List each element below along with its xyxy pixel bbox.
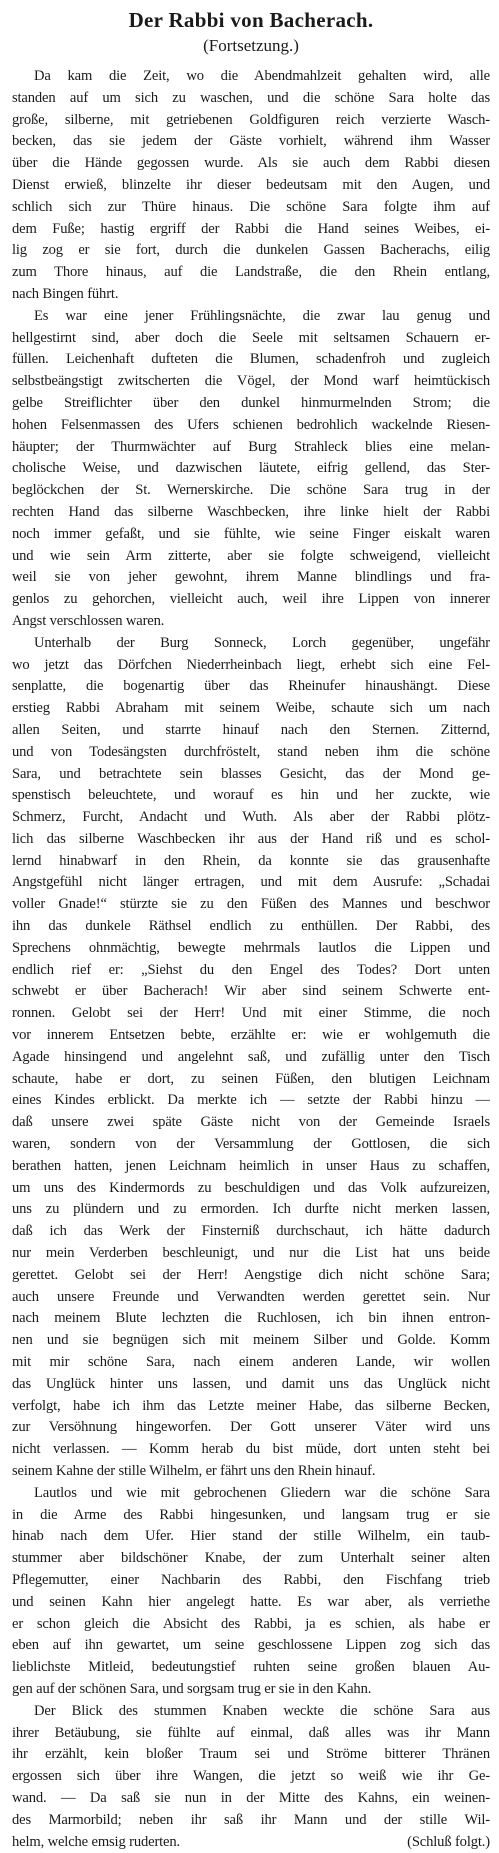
text-line: Da kam die Zeit, wo die Abendmahlzeit gehalten wird, alle (34, 68, 490, 84)
text-line: zum Thore hinaus, auf die Landstraße, die den Rhein entlang, (12, 264, 490, 281)
text-line: ergossen sich über ihre Wangen, die jetzt so weiß wie ihr Ge- (12, 1768, 490, 1785)
text-line: weil sie von jeher gewohnt, ihrem Manne blindlings und fra- (12, 569, 490, 586)
text-line: füllen. Leichenhaft dufteten die Blumen, schadenfroh und zugleich (12, 351, 490, 368)
text-line: zur Versöhnung hingeworfen. Der Gott unserer Väter wird uns (12, 1419, 490, 1436)
text-line: eines Kindes erblickt. Da merkte ich — setzte der Rabbi hinzu — (12, 1092, 490, 1109)
text-line: über die Hände gegossen wurde. Als sie auch dem Rabbi diesen (12, 155, 490, 172)
text-line: cholische Weise, und dazwischen läutete, eifrig gellend, das Ster- (12, 460, 490, 477)
text-line: dem Fuße; hastig ergriff der Rabbi die Hand seines Weibes, ei- (12, 220, 490, 237)
text-line: und von Todesängsten durchfröstelt, stand neben ihm die schöne (12, 743, 490, 760)
text-line: er schon gleich die Absicht des Rabbi, ja es schien, als habe er (12, 1615, 490, 1632)
text-line: lich das silberne Waschbecken ihr aus der Hand riß und es schol- (12, 830, 490, 847)
article-paragraph (12, 1483, 490, 1701)
text-line: Sprechens ohnmächtig, bewegte mehrmals lautlos die Lippen und (12, 939, 490, 956)
text-line: Der Blick des stummen Knaben weckte die schöne Sara aus (34, 1702, 490, 1719)
text-line: nicht verlassen. — Komm herab du bist müde, dort unten steht bei (12, 1441, 490, 1458)
text-line: häupter; der Thurmwächter auf Burg Strahleck blies eine melan- (12, 438, 490, 455)
text-line: um uns des Kindermords zu beschuldigen und das Volk aufzureizen, (12, 1179, 490, 1196)
article-subtitle: (Fortsetzung.) (203, 36, 299, 55)
text-line: Agade hinsingend und angelehnt saß, und zufällig unter den Tisch (12, 1048, 490, 1065)
text-line: ihn das dunkele Räthsel endlich zu enthüllen. Der Rabbi, des (12, 918, 490, 935)
text-line: daß unsere zwei späte Gäste nicht von der Gemeinde Israels (12, 1114, 490, 1131)
text-line: selbstbeängstigt zwitscherten die Vögel, der Mond warf heimtückisch (12, 373, 490, 390)
text-line: uns zu plündern und zu ermorden. Ich durfte nicht merken lassen, (12, 1201, 490, 1218)
text-line: nen und sie begnügen sich mit meinem Silber und Golde. Komm (12, 1332, 490, 1349)
text-line: spenstisch beleuchtete, und worauf es hin und her zuckte, wie (12, 787, 490, 804)
text-line: mit mir schöne Sara, nach einem anderen Lande, wir wollen (12, 1354, 490, 1371)
article-paragraph (12, 1701, 490, 1853)
text-line: eben auf ihn gewartet, um seine geschlossene Lippen zog sich das (12, 1637, 490, 1654)
text-line: nach Bingen führt. (12, 285, 119, 302)
text-line: becken, das sie jedem der Gäste vorhielt, während ihm Wasser (12, 133, 490, 150)
text-line: ronnen. Gelobt sei der Herr! Und mit einer Stimme, die noch (12, 1005, 490, 1022)
text-line: das Unglück hinter uns lassen, und damit uns das Unglück nicht (12, 1375, 490, 1392)
text-line: hohen Felsenmassen des Ufers schienen bedrohlich wackelnde Riesen- (12, 416, 490, 433)
text-line: voller Gnade!“ stürzte sie zu den Füßen des Mannes und beschwor (12, 896, 490, 913)
text-line: allen Seiten, und starrte hinauf nach den Sternen. Zitternd, (12, 721, 490, 738)
text-line: schlich sich zur Thüre hinaus. Die schöne Sara folgte ihm auf (12, 198, 490, 215)
text-line: nur mein Verderben beschleunigt, und nur die List hat uns beide (12, 1245, 490, 1262)
text-line: Angst verschlossen waren. (12, 612, 165, 629)
text-line: wand. — Da saß sie nun in der Mitte des Kahns, ein weinen- (12, 1789, 490, 1806)
text-line: lernd hinabwarf in den Rhein, da konnte sie das grausenhafte (12, 852, 490, 869)
text-line: erstieg Rabbi Abraham mit seinem Weibe, schaute sich um nach (12, 700, 490, 717)
text-line: nach meinem Blute lechzten die Ruchlosen, ich bin ihnen entron- (12, 1310, 490, 1327)
text-line: schwebt er über Bacherach! Wir aber sind seinem Schwerte ent- (12, 983, 490, 1000)
text-line: noch immer gefaßt, und sie fühlte, wie seine Finger eiskalt waren (12, 525, 490, 542)
text-line: Schmerz, Furcht, Andacht und Wuth. Als aber der Rabbi plötz- (12, 809, 490, 826)
text-line: vor innerem Entsetzen bebte, erzählte er: wie er wohlgemuth die (12, 1027, 490, 1044)
text-line: und seinen Kahn hier angelegt hatte. Es war aber, als verriethe (12, 1593, 490, 1610)
text-line: stummer aber bildschöner Knabe, der zum Unterhalt seiner alten (12, 1550, 490, 1567)
text-line: große, silberne, mit getriebenen Goldfiguren reich verzierte Wasch- (12, 111, 490, 128)
text-line: hellgestirnt sind, aber doch die Seele mit seltsamen Schauern er- (12, 329, 490, 346)
text-line: endlich rief er: „Siehst du den Engel des Todes? Dort unten (12, 961, 490, 978)
text-line: verfolgt, habe ich ihm das Letzte meiner Habe, das silberne Becken, (12, 1397, 490, 1414)
article-body (12, 66, 490, 1853)
text-line: Unterhalb der Burg Sonneck, Lorch gegenüber, ungefähr (34, 634, 490, 651)
article-paragraph (12, 66, 490, 306)
text-line: Sara, und betrachtete sein blasses Gesicht, das der Mond ge- (12, 765, 490, 782)
text-line: und wie sein Arm zitterte, aber sie folgte schweigend, vielleicht (12, 547, 490, 564)
text-line: waren, sondern von der Versammlung der Gottlosen, die sich (12, 1136, 490, 1153)
text-line: in die Arme des Rabbi hingesunken, und langsam trug er sie (12, 1506, 490, 1523)
text-line: berathen hatten, jenen Leichnam heimlich in unser Haus zu schaffen, (12, 1157, 490, 1174)
text-line: auch unsere Freunde und Verwandten werden gerettet sein. Nur (12, 1288, 490, 1305)
text-line: daß ich das Werk der Finsterniß durchschaut, ich hätte dadurch (12, 1223, 490, 1240)
text-line: senplatte, die bogenartig über das Rheinufer hinaushängt. Diese (12, 678, 490, 695)
text-line: wo jetzt das Dörfchen Niederrheinbach liegt, erhebt sich eine Fel- (12, 656, 490, 673)
article-title: Der Rabbi von Bacherach. (128, 8, 374, 32)
text-line: gerettet. Gelobt sei der Herr! Aengstige dich nicht schöne Sara; (12, 1266, 490, 1283)
text-line: gelbe Streiflichter über den dunkel hinmurmelnden Strom; die (12, 394, 490, 411)
continuation-note: (Schluß folgt.) (407, 1833, 490, 1850)
text-line: schaute, habe er dort, zu seinen Füßen, den blutigen Leichnam (12, 1070, 490, 1087)
text-line: Es war eine jener Frühlingsnächte, die zwar lau genug und (34, 307, 490, 324)
text-line: lieblichste Mitleid, bedeutungstief ruhten seine großen blauen Au- (12, 1659, 490, 1676)
text-line: hinab nach dem Ufer. Hier stand der stille Wilhelm, ein taub- (12, 1528, 490, 1545)
text-line: Angstgefühl nicht länger ertragen, und mit dem Ausrufe: „Schadai (12, 874, 490, 891)
text-line: beglöckchen der St. Wernerskirche. Die schöne Sara trug in der (12, 482, 490, 499)
text-line: rechten Hand das silberne Waschbecken, ihre linke hielt der Rabbi (12, 503, 490, 520)
text-line: helm, welche emsig ruderten. (12, 1833, 181, 1850)
text-line: standen auf um sich zu waschen, und die schöne Sara holte das (12, 89, 490, 106)
text-line: gen auf der schönen Sara, und sorgsam trug er sie in den Kahn. (12, 1680, 372, 1697)
text-line: seinem Kahne der stille Wilhelm, er fährt uns den Rhein hinauf. (12, 1463, 376, 1479)
text-line: des Marmorbild; neben ihr saß ihr Mann und der stille Wil- (12, 1811, 490, 1828)
text-line: Dienst erwieß, blinzelte ihr dieser bedeutsam mit den Augen, und (12, 176, 490, 193)
text-line: genlos zu gehorchen, vielleicht auch, weil ihre Lippen von innerer (12, 591, 490, 608)
article-paragraph (12, 306, 490, 633)
text-line: lig zog er sie fort, durch die dunkelen Gassen Bacherachs, eilig (12, 242, 490, 259)
text-line: Lautlos und wie mit gebrochenen Gliedern war die schöne Sara (34, 1484, 490, 1501)
text-line: ihr erzählt, kein bloßer Traum sei und Ströme bitterer Thränen (12, 1746, 490, 1763)
text-line: Pflegemutter, einer Nachbarin des Rabbi, den Fischfang trieb (12, 1571, 490, 1588)
text-line: ihrer Betäubung, sie fühlte auf einmal, daß alles was ihr Mann (12, 1724, 490, 1741)
article-paragraph (12, 633, 490, 1483)
